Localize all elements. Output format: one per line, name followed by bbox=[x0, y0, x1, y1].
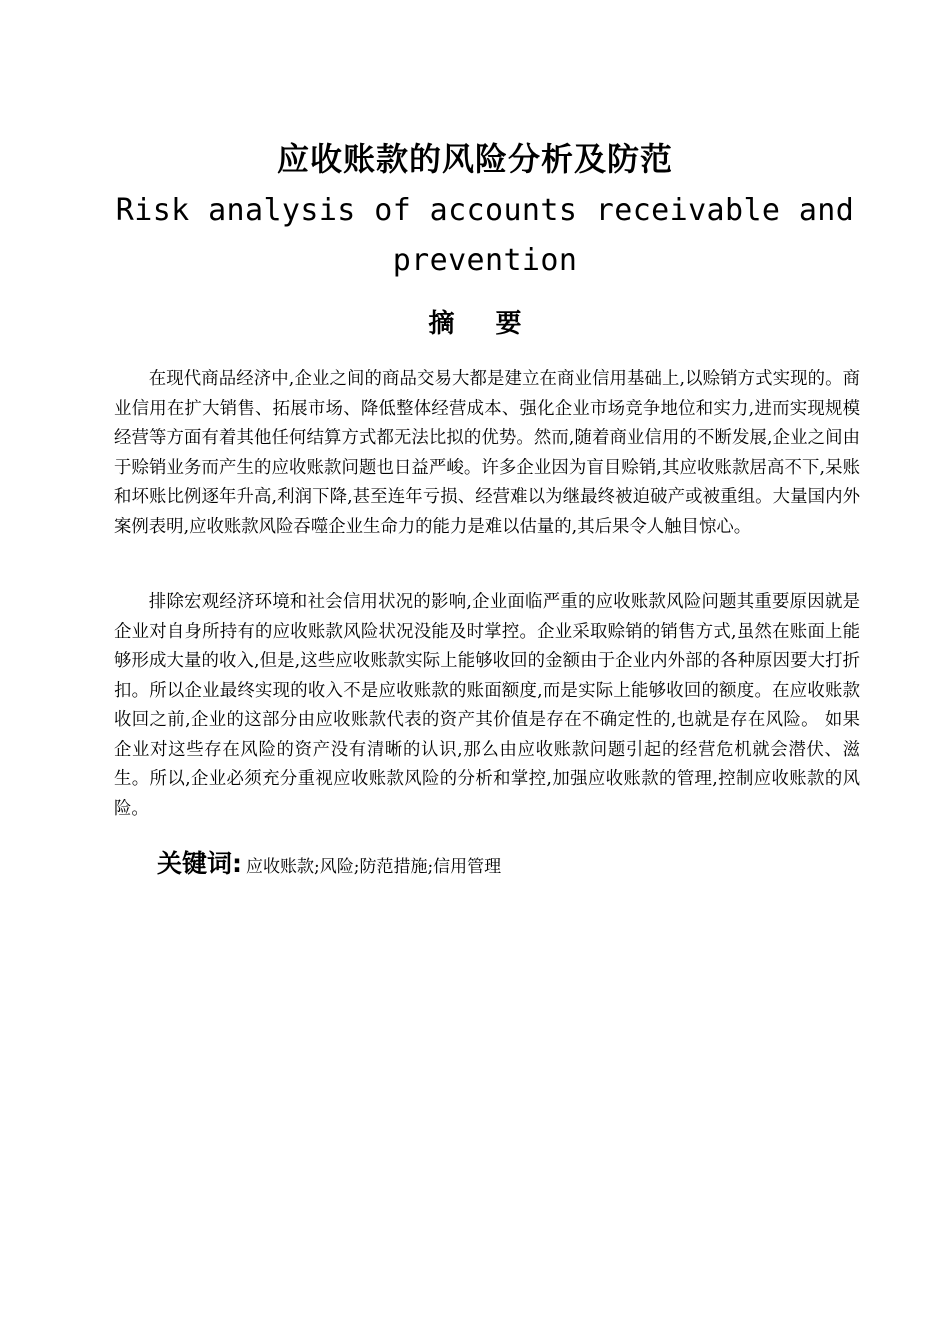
keywords-label: 关键词: bbox=[157, 849, 242, 878]
abstract-paragraph-1: 在现代商品经济中,企业之间的商品交易大都是建立在商业信用基础上,以赊销方式实现的。商业信用在扩大销售、拓展市场、降低整体经营成本、强化企业市场竞争地位和实力,进而实现规模经营等方面有着其他任何结算方式都无法比拟的优势。然而,随着商业信用的不断发展,企业之间由于赊销业务而产生的应收账款问题也日益严峻。许多企业因为盲目赊销,其应收账款居高不下,呆账和坏账比例逐年升高,利润下降,甚至连年亏损、经营难以为继最终被迫破产或被重组。大量国内外案例表明,应收账款风险吞噬企业生命力的能力是难以估量的,其后果令人触目惊心。 bbox=[114, 369, 860, 537]
keywords-line bbox=[157, 846, 501, 885]
english-title: Risk analysis of accounts receivable and prevention bbox=[115, 193, 855, 278]
keywords-value: 应收账款;风险;防范措施;信用管理 bbox=[246, 857, 502, 877]
chinese-title: 应收账款的风险分析及防范 bbox=[276, 140, 673, 178]
abstract-heading: 摘 要 bbox=[428, 309, 538, 339]
abstract-paragraph-2: 排除宏观经济环境和社会信用状况的影响,企业面临严重的应收账款风险问题其重要原因就是企业对自身所持有的应收账款风险状况没能及时掌控。企业采取赊销的销售方式,虽然在账面上能够形成大量的收入,但是,这些应收账款实际上能够收回的金额由于企业内外部的各种原因要大打折扣。所以企业最终实现的收入不是应收账款的账面额度,而是实际上能够收回的额度。在应收账款收回之前,企业的这部分由应收账款代表的资产其价值是存在不确定性的,也就是存在风险。 如果企业对这些存在风险的资产没有清晰的认识,那么由应收账款问题引起的经营危机就会潜伏、滋生。所以,企业必须充分重视应收账款风险的分析和掌控,加强应收账款的管理,控制应收账款的风险。 bbox=[114, 592, 860, 819]
